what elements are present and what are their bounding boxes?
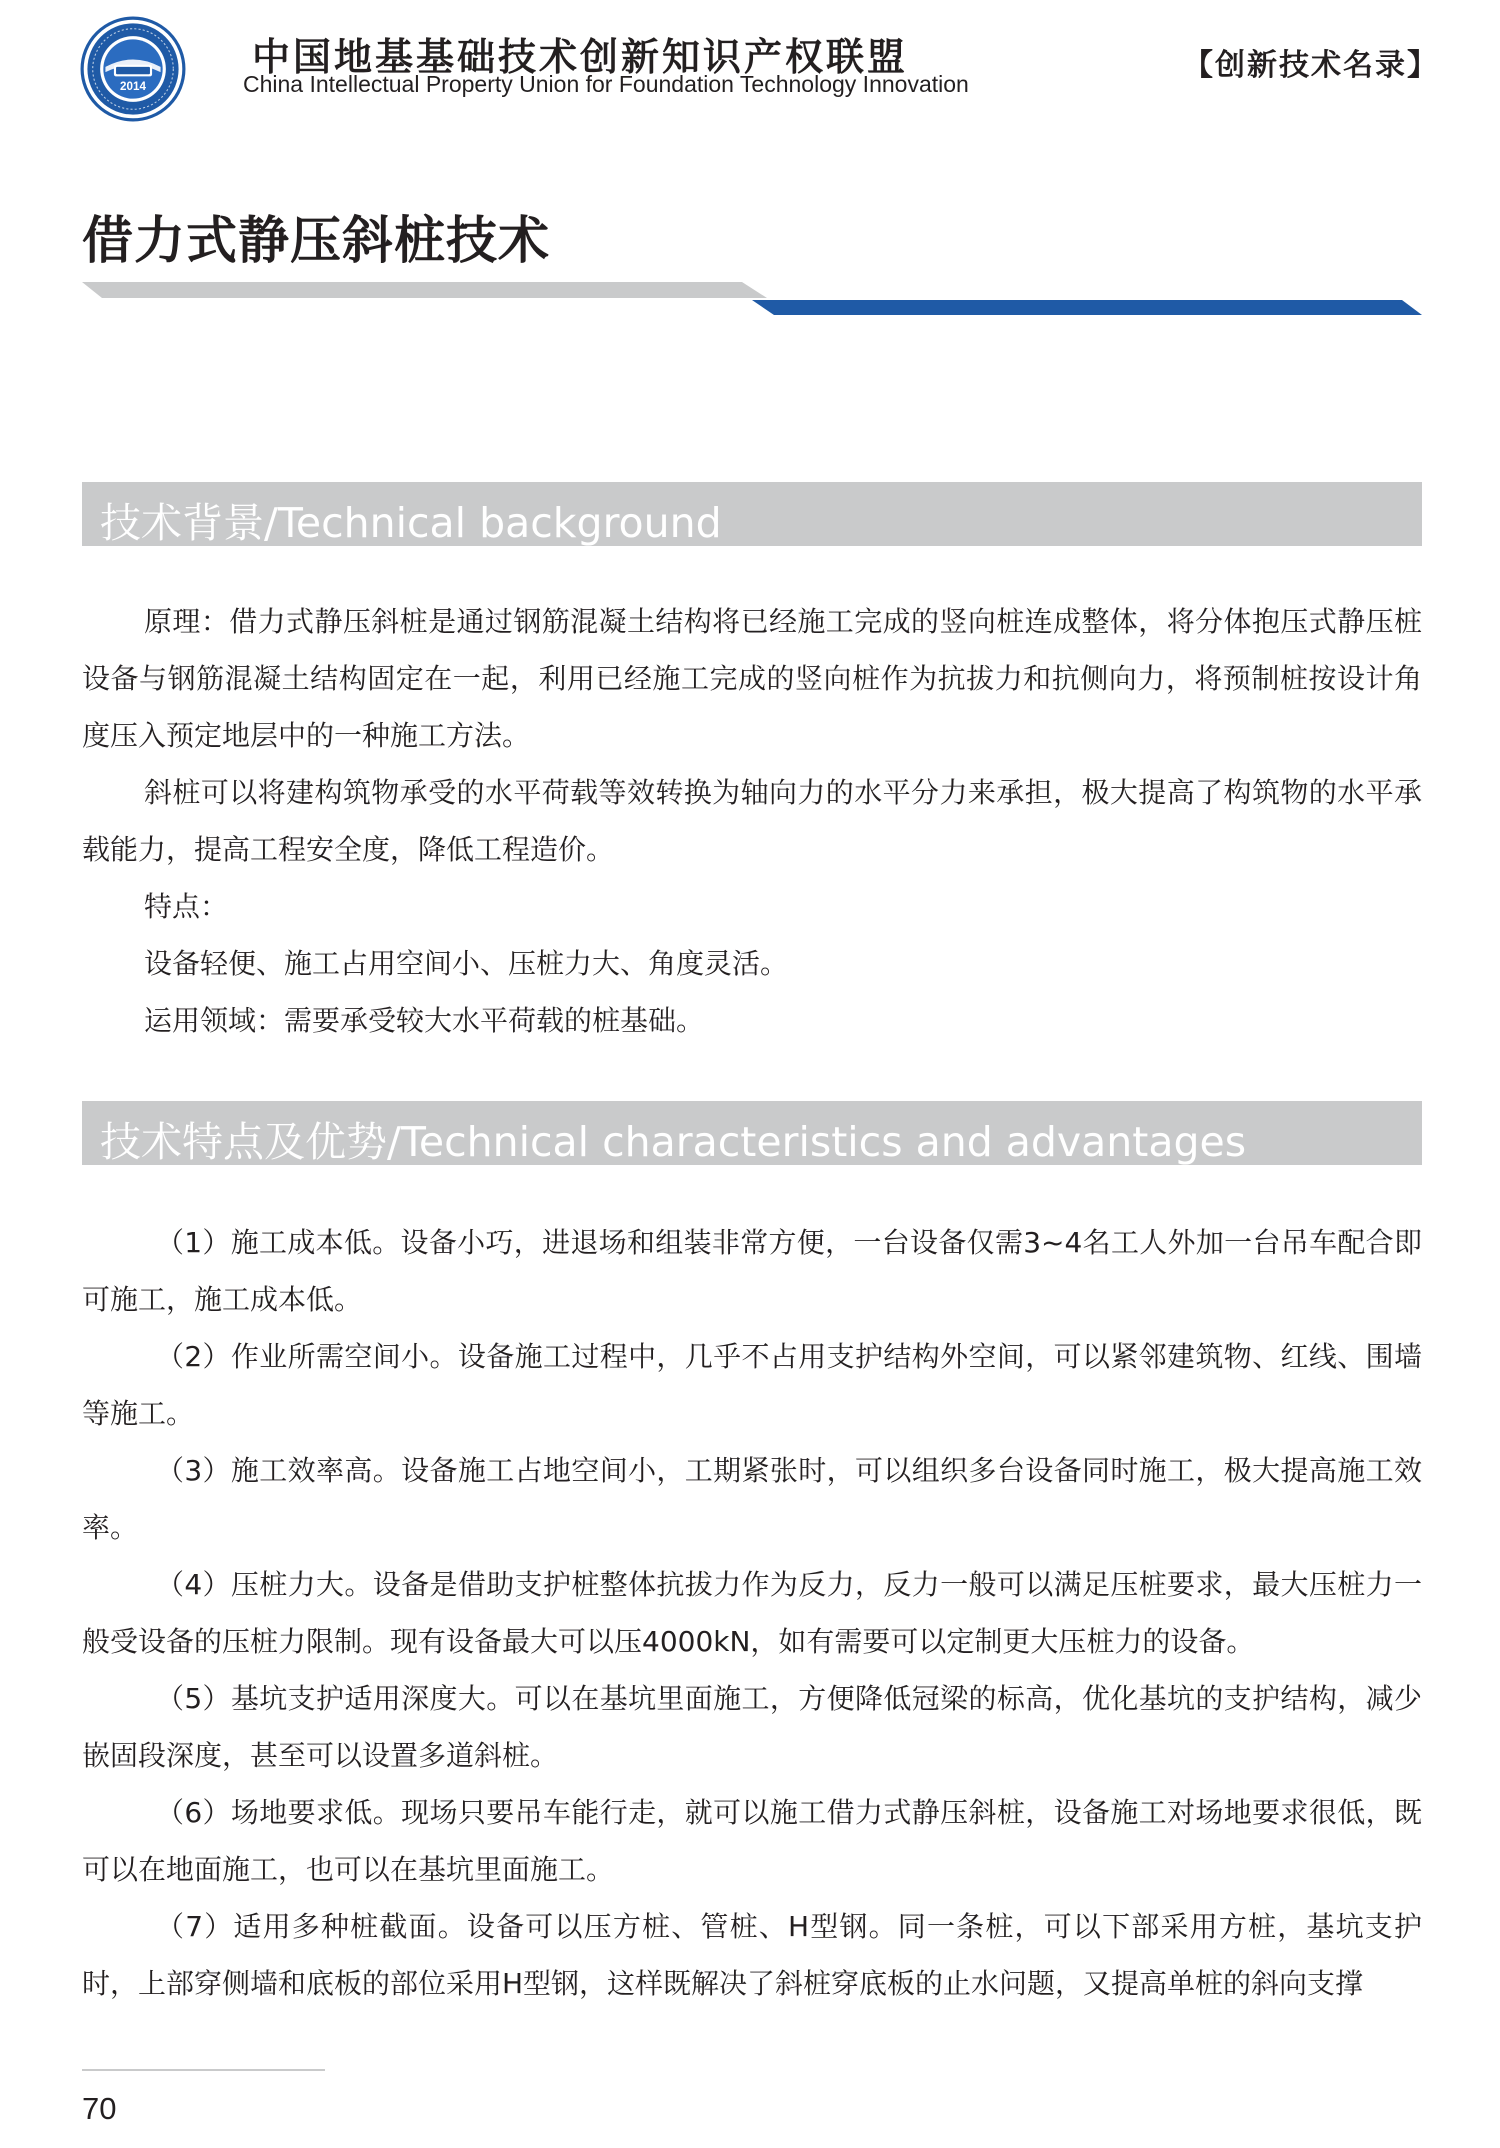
- title-rule: [82, 282, 1422, 316]
- section-heading-advantages: [82, 1101, 1422, 1165]
- paragraph-application: 运用领域：需要承受较大水平荷载的桩基础。: [144, 1004, 705, 1037]
- section-heading-background: [82, 482, 1422, 546]
- logo-year: 2014: [120, 80, 146, 94]
- page-number: 70: [82, 2091, 117, 2126]
- paragraph-inclined-pile: 斜桩可以将建构筑物承受的水平荷载等效转换为轴向力的水平分力来承担，极大提高了构筑物的水平承载能力，提高工程安全度，降低工程造价。: [82, 776, 1422, 866]
- background-text: [82, 593, 1422, 1049]
- advantage-item: （5）基坑支护适用深度大。可以在基坑里面施工，方便降低冠梁的标高，优化基坑的支护结构，减少嵌固段深度，甚至可以设置多道斜桩。: [82, 1682, 1422, 1772]
- advantage-item: （4）压桩力大。设备是借助支护桩整体抗拔力作为反力，反力一般可以满足压桩要求，最大压桩力一般受设备的压桩力限制。现有设备最大可以压4000kN，如有需要可以定制更大压桩力的设备。: [82, 1568, 1422, 1658]
- section-heading-text: 技术特点及优势/Technical characteristics and advantages: [100, 1118, 1247, 1166]
- paragraph-principle: 原理：借力式静压斜桩是通过钢筋混凝土结构将已经施工完成的竖向桩连成整体，将分体抱压式静压桩设备与钢筋混凝土结构固定在一起，利用已经施工完成的竖向桩作为抗拔力和抗侧向力，将预制桩按设计角度压入预定地层中的一种施工方法。: [82, 605, 1422, 752]
- catalog-label: 【创新技术名录】: [1183, 48, 1439, 83]
- footer-rule: [82, 2069, 325, 2071]
- title-rule-grey: [82, 282, 767, 298]
- advantage-item: （1）施工成本低。设备小巧，进退场和组装非常方便，一台设备仅需3~4名工人外加一台吊车配合即可施工，施工成本低。: [82, 1226, 1422, 1316]
- paragraph-features: 设备轻便、施工占用空间小、压桩力大、角度灵活。: [144, 947, 789, 980]
- page-title: 借力式静压斜桩技术: [82, 212, 551, 271]
- advantage-item: （2）作业所需空间小。设备施工过程中，几乎不占用支护结构外空间，可以紧邻建筑物、红线、围墙等施工。: [82, 1340, 1422, 1430]
- title-rule-blue: [752, 300, 1422, 315]
- advantage-item: （3）施工效率高。设备施工占地空间小，工期紧张时，可以组织多台设备同时施工，极大提高施工效率。: [82, 1454, 1422, 1544]
- paragraph-features-label: 特点：: [144, 890, 229, 923]
- section-heading-text: 技术背景/Technical background: [100, 499, 722, 547]
- alliance-seal-icon: [80, 16, 186, 122]
- advantage-item: （7）适用多种桩截面。设备可以压方桩、管桩、H型钢。同一条桩，可以下部采用方桩，基坑支护时，上部穿侧墙和底板的部位采用H型钢，这样既解决了斜桩穿底板的止水问题，又提高单桩的斜向支撑: [82, 1910, 1422, 2000]
- advantage-item: （6）场地要求低。现场只要吊车能行走，就可以施工借力式静压斜桩，设备施工对场地要求很低，既可以在地面施工，也可以在基坑里面施工。: [82, 1796, 1422, 1886]
- advantages-text: [82, 1214, 1422, 2012]
- org-name-cn: 中国地基基础技术创新知识产权联盟: [252, 34, 909, 79]
- org-name-en: China Intellectual Property Union for Foundation Technology Innovation: [243, 71, 969, 97]
